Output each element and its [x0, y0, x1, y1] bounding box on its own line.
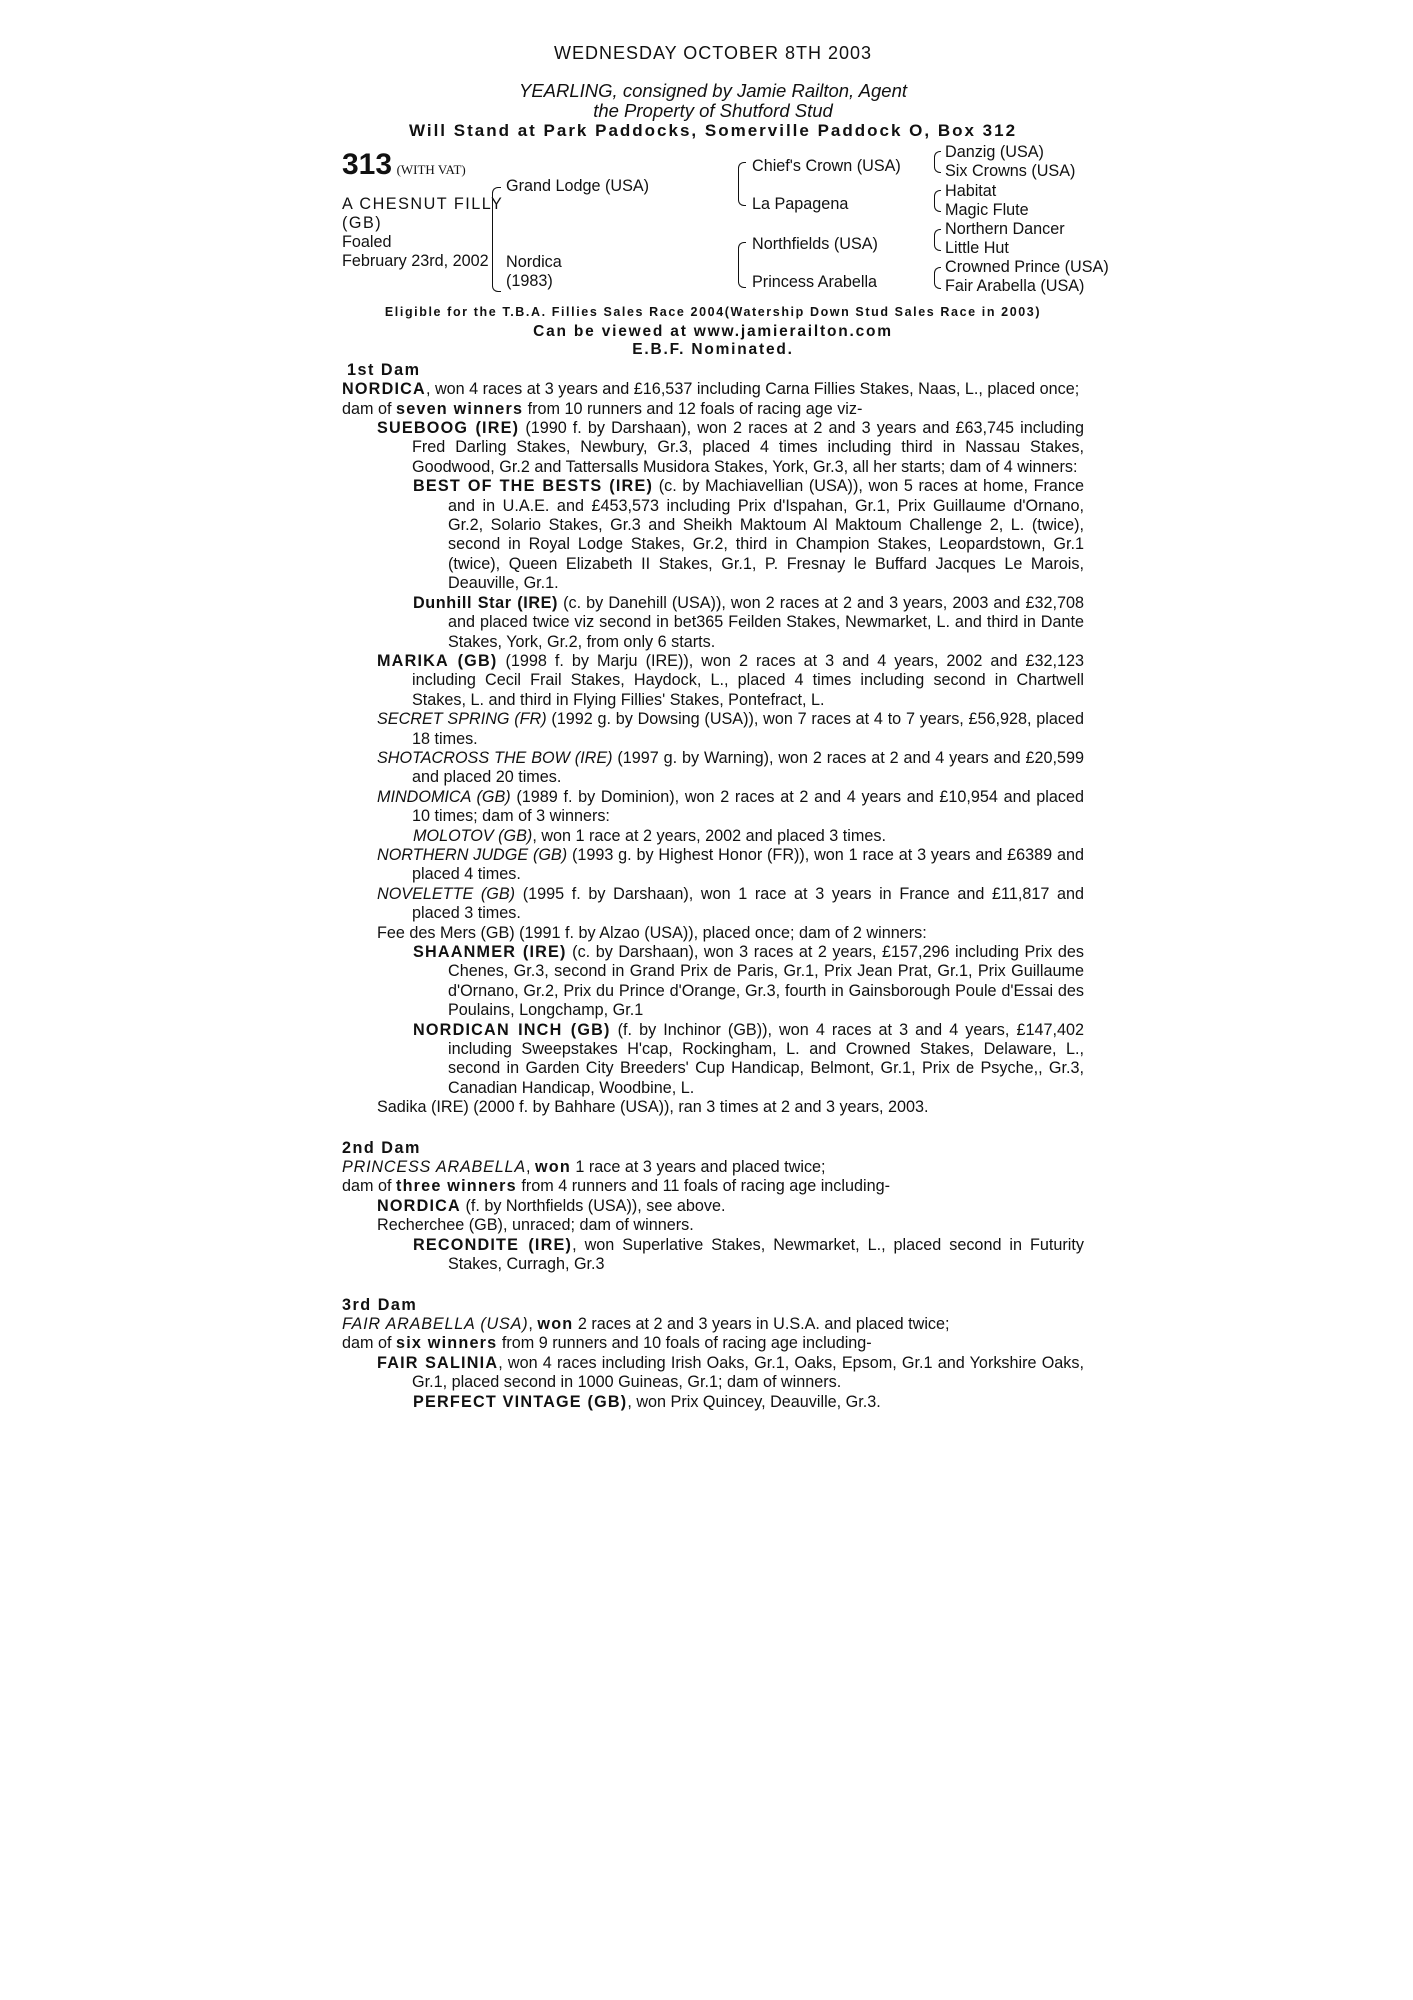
- sale-date: WEDNESDAY OCTOBER 8TH 2003: [553, 43, 873, 63]
- sire-dam: La Papagena: [752, 195, 849, 214]
- first-dam-intro: [342, 380, 1084, 399]
- first-dam-name: NORDICA: [342, 380, 426, 399]
- list-item: [342, 1021, 1084, 1099]
- progeny-record: (c. by Darshaan), won 3 races at 2 years, £157,296 including Prix des Chenes, Gr.3, second in Grand Prix de Paris, Gr.1, Prix Jean Prat, Gr.1, Prix Guillaume d'Ornano, Gr.2, Prix du Prince d'Orange, Gr.3, fourth in Gainsborough Poule d'Essai des Poulains, Longchamp, Gr.1: [448, 943, 1084, 1020]
- won-word: won: [534, 1158, 571, 1177]
- list-item: Sadika (IRE) (2000 f. by Bahhare (USA)), ran 3 times at 2 and 3 years, 2003.: [377, 1098, 929, 1117]
- progeny-record: (1997 g. by Warning), won 2 races at 2 and 4 years and £20,599 and placed 20 times.: [412, 748, 1084, 787]
- bracket-g3: [934, 229, 941, 251]
- ebf-note: E.B.F. Nominated.: [632, 340, 794, 358]
- third-dam-record: 2 races at 2 and 3 years in U.S.A. and placed twice;: [573, 1314, 950, 1333]
- pedigree-table: [342, 143, 1109, 299]
- progeny-name: NORTHERN JUDGE (GB): [377, 845, 568, 864]
- progeny-record: (1989 f. by Dominion), won 2 races at 2 and 4 years and £10,954 and placed 10 times; dam of 3 winners:: [412, 787, 1084, 826]
- list-item: [342, 1197, 1084, 1216]
- progeny-name: PERFECT VINTAGE (GB): [413, 1392, 628, 1411]
- produce-suffix: from 10 runners and 12 foals of racing age viz-: [523, 399, 863, 418]
- lot-country: (GB): [342, 214, 383, 233]
- progeny-name: Dunhill Star (IRE): [413, 593, 559, 612]
- second-dam-name: PRINCESS ARABELLA: [342, 1158, 526, 1177]
- dam: Nordica: [506, 253, 562, 272]
- progeny-name: MARIKA (GB): [377, 651, 498, 670]
- second-dam-produce: [342, 1177, 1084, 1196]
- second-dam-record: 1 race at 3 years and placed twice;: [570, 1158, 826, 1177]
- list-item: [342, 710, 1084, 749]
- progeny-record: (1992 g. by Dowsing (USA)), won 7 races at 4 to 7 years, £56,928, placed 18 times.: [412, 710, 1084, 748]
- progeny-name: SUEBOOG (IRE): [377, 419, 520, 438]
- sire-sire: Chief's Crown (USA): [752, 157, 901, 176]
- progeny-name: NORDICAN INCH (GB): [413, 1020, 611, 1039]
- dam-year: (1983): [506, 272, 553, 291]
- first-dam-record: , won 4 races at 3 years and £16,537 including Carna Fillies Stakes, Naas, L., placed once;: [425, 380, 1080, 399]
- progeny-name: SHOTACROSS THE BOW (IRE): [377, 748, 613, 767]
- foaled-date: February 23rd, 2002: [342, 252, 489, 271]
- progeny-record: (1995 f. by Darshaan), won 1 race at 3 years in France and £11,817 and placed 3 times.: [412, 884, 1084, 923]
- third-dam-heading: 3rd Dam: [342, 1295, 418, 1314]
- granddam-line-8: Fair Arabella (USA): [945, 277, 1085, 296]
- third-dam-name: FAIR ARABELLA (USA): [342, 1314, 529, 1333]
- progeny-record: , won 1 race at 2 years, 2002 and placed 3 times.: [532, 826, 886, 845]
- bracket-sire-dam: [492, 187, 501, 292]
- granddam-line-1: Danzig (USA): [945, 143, 1044, 162]
- list-item: [342, 885, 1084, 924]
- progeny-name: SHAANMER (IRE): [413, 943, 567, 961]
- progeny-record: (1993 g. by Highest Honor (FR)), won 1 race at 3 years and £6389 and placed 4 times.: [412, 845, 1084, 884]
- progeny-name: SECRET SPRING (FR): [377, 710, 547, 729]
- bracket-g2: [934, 190, 941, 212]
- granddam-line-6: Little Hut: [945, 239, 1009, 258]
- second-dam-intro: [342, 1158, 1084, 1177]
- list-item: [342, 419, 1084, 477]
- progeny-record: (c. by Danehill (USA)), won 2 races at 2 and 3 years, 2003 and £32,708 and placed twice viz second in bet365 Feilden Stakes, Newmarket, L. and third in Dante Stakes, York, Gr.2, from only 6 starts.: [448, 593, 1084, 651]
- produce-winners: six winners: [396, 1334, 498, 1353]
- property-line: the Property of Shutford Stud: [593, 100, 833, 122]
- produce-suffix: from 9 runners and 10 foals of racing age including-: [497, 1334, 872, 1353]
- progeny-name: NOVELETTE (GB): [377, 884, 516, 903]
- list-item: [342, 1393, 1084, 1412]
- second-dam-heading: 2nd Dam: [342, 1138, 421, 1157]
- granddam-line-3: Habitat: [945, 182, 997, 201]
- list-item: [342, 1354, 1084, 1393]
- sep: ,: [528, 1314, 538, 1333]
- lot-name: A CHESNUT FILLY: [342, 195, 504, 214]
- foaled-label: Foaled: [342, 233, 392, 252]
- progeny-name: MINDOMICA (GB): [377, 787, 511, 806]
- progeny-record: (f. by Inchinor (GB)), won 4 races at 3 and 4 years, £147,402 including Sweepstakes H'cap, Rockingham, L. and Crowned Stakes, Delaware, L., second in Garden City Breeders' Cup Handicap, Belmont, Gr.1, Prix de Psyche,, Gr.3, Canadian Handicap, Woodbine, L.: [448, 1020, 1084, 1097]
- bracket-sire-line: [738, 162, 746, 206]
- progeny-record: , won Superlative Stakes, Newmarket, L., placed second in Futurity Stakes, Curragh, Gr.3: [448, 1235, 1084, 1274]
- progeny-record: (c. by Machiavellian (USA)), won 5 races at home, France and in U.A.E. and £453,573 including Prix d'Ispahan, Gr.1, Prix Guillaume d'Ornano, Gr.2, Solario Stakes, Gr.3 and Sheikh Maktoum Al Maktoum Challenge 2, L. (twice), second in Royal Lodge Stakes, Gr.2, third in Champion Stakes, Leopardstown, Gr.1 (twice), Queen Elizabeth II Stakes, Gr.1, P. Fresnay le Buffard Jacques Le Marois, Deauville, Gr.1.: [448, 477, 1084, 593]
- list-item: [342, 846, 1084, 885]
- first-dam-produce: [342, 400, 1084, 419]
- produce-prefix: dam of: [342, 399, 396, 418]
- third-dam-produce: [342, 1334, 1084, 1353]
- produce-prefix: dam of: [342, 1177, 396, 1196]
- produce-winners: three winners: [396, 1177, 517, 1196]
- produce-suffix: from 4 runners and 11 foals of racing age including-: [516, 1177, 890, 1196]
- list-item: [342, 1236, 1084, 1275]
- list-item: [342, 749, 1084, 788]
- produce-winners: seven winners: [396, 399, 524, 418]
- first-dam-heading: 1st Dam: [347, 360, 421, 379]
- progeny-name: NORDICA: [377, 1196, 461, 1215]
- progeny-record: , won Prix Quincey, Deauville, Gr.3.: [627, 1392, 881, 1411]
- granddam-line-7: Crowned Prince (USA): [945, 258, 1109, 277]
- dam-sire: Northfields (USA): [752, 235, 878, 254]
- produce-prefix: dam of: [342, 1334, 396, 1353]
- bracket-dam-line: [738, 242, 746, 288]
- list-item: Recherchee (GB), unraced; dam of winners.: [377, 1216, 694, 1235]
- bracket-g4: [934, 267, 941, 289]
- list-item: [342, 827, 1084, 846]
- progeny-name: FAIR SALINIA: [377, 1353, 499, 1372]
- dam-dam: Princess Arabella: [752, 273, 878, 292]
- list-item: [342, 594, 1084, 652]
- progeny-name: MOLOTOV (GB): [413, 826, 533, 845]
- consignor-line: YEARLING, consigned by Jamie Railton, Agent: [518, 80, 907, 102]
- eligibility-note: Eligible for the T.B.A. Fillies Sales Race 2004(Watership Down Stud Sales Race in 2003): [384, 305, 1042, 320]
- sep: ,: [525, 1158, 535, 1177]
- progeny-name: RECONDITE (IRE): [413, 1235, 573, 1254]
- progeny-record: , won 4 races including Irish Oaks, Gr.1, Oaks, Epsom, Gr.1 and Yorkshire Oaks, Gr.1, placed second in 1000 Guineas, Gr.1; dam of winners.: [412, 1353, 1084, 1392]
- progeny-record: (1998 f. by Marju (IRE)), won 2 races at 3 and 4 years, 2002 and £32,123 including Cecil Frail Stakes, Haydock, L., placed 4 times including second in Chartwell Stakes, L. and third in Flying Fillies' Stakes, Pontefract, L.: [412, 651, 1084, 709]
- bracket-g1: [934, 151, 941, 173]
- list-item: Fee des Mers (GB) (1991 f. by Alzao (USA)), placed once; dam of 2 winners:: [377, 923, 927, 942]
- list-item: [342, 788, 1084, 827]
- vat-note: (WITH VAT): [396, 162, 466, 178]
- website-note: Can be viewed at www.jamierailton.com: [533, 322, 893, 340]
- granddam-line-4: Magic Flute: [945, 201, 1029, 220]
- sire: Grand Lodge (USA): [506, 177, 650, 196]
- lot-number: 313: [342, 148, 393, 182]
- progeny-name: BEST OF THE BESTS (IRE): [413, 477, 654, 496]
- list-item: [342, 943, 1084, 1021]
- third-dam-intro: [342, 1315, 1084, 1334]
- granddam-line-2: Six Crowns (USA): [945, 162, 1076, 181]
- list-item: [342, 652, 1084, 710]
- progeny-record: (1990 f. by Darshaan), won 2 races at 2 and 3 years and £63,745 including Fred Darling Stakes, Newbury, Gr.3, placed 4 times including third in Nassau Stakes, Goodwood, Gr.2 and Tattersalls Musidora Stakes, York, Gr.3, all her starts; dam of 4 winners:: [412, 419, 1084, 476]
- granddam-line-5: Northern Dancer: [945, 220, 1065, 239]
- list-item: [342, 477, 1084, 593]
- progeny-record: (f. by Northfields (USA)), see above.: [460, 1196, 726, 1215]
- won-word: won: [537, 1314, 574, 1333]
- stand-location: Will Stand at Park Paddocks, Somerville Paddock O, Box 312: [408, 121, 1018, 141]
- catalogue-page: [342, 43, 1109, 1412]
